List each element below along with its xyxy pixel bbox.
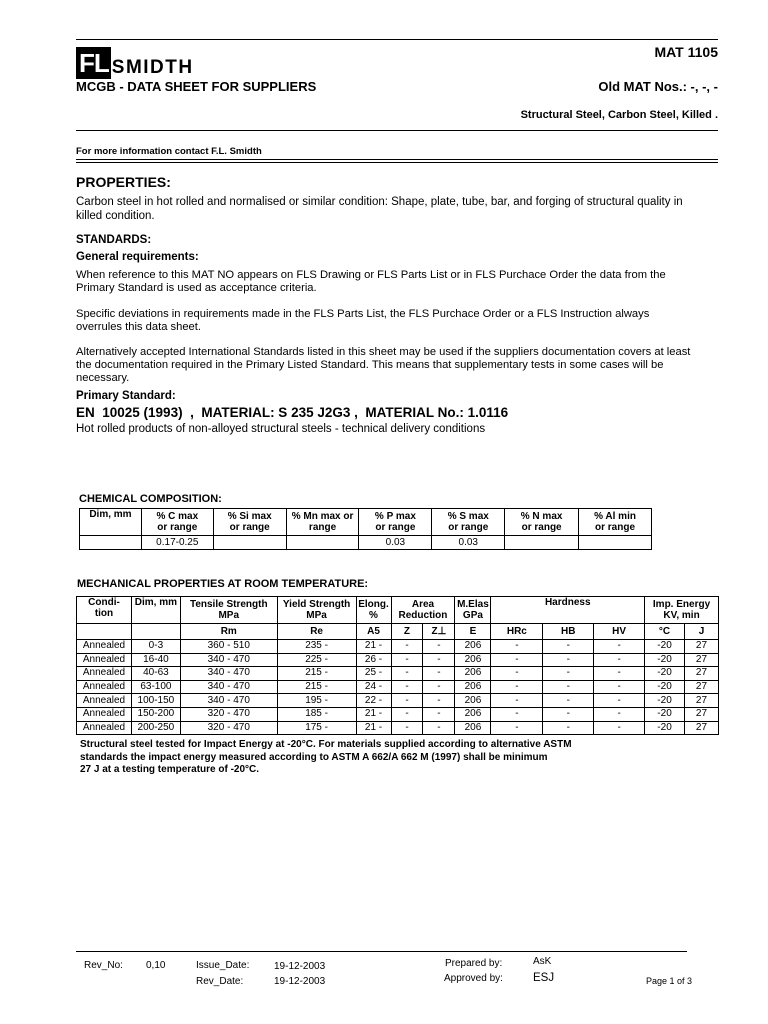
mech-cell: - <box>491 721 543 735</box>
chem-header-c: % C max or range <box>141 509 213 536</box>
approved-by-value: ESJ <box>533 972 555 984</box>
mech-cell: - <box>391 680 423 694</box>
mech-cell: 340 - 470 <box>180 694 277 708</box>
note-line-2: standards the impact energy measured according to ASTM A 662/A 662 M (1997) shall be minimum <box>80 751 548 763</box>
mech-cell: - <box>391 640 423 654</box>
mech-sub-j: J <box>684 624 718 640</box>
mech-cell: - <box>543 667 594 681</box>
logo-rest-text: SMIDTH <box>111 57 194 78</box>
mech-header-hardness: Hardness <box>491 597 645 624</box>
chemical-header-row <box>80 509 652 536</box>
mech-cell: - <box>491 680 543 694</box>
mech-cell: 21 - <box>356 707 391 721</box>
issue-date-value: 19-12-2003 <box>274 961 326 972</box>
mech-cell: - <box>594 653 645 667</box>
chem-cell: 0.03 <box>432 536 505 550</box>
chem-cell <box>579 536 652 550</box>
mech-cell: - <box>543 694 594 708</box>
mech-cell: 206 <box>455 667 491 681</box>
mechanical-table-body <box>77 640 719 735</box>
mech-cell: -20 <box>645 640 685 654</box>
mech-sub-e: E <box>455 624 491 640</box>
approved-by-label: Approved by: <box>444 973 503 984</box>
mech-cell: 320 - 470 <box>180 721 277 735</box>
page-number: Page 1 of 3 <box>646 976 693 986</box>
mech-cell: 206 <box>455 653 491 667</box>
chem-header-al: % Al min or range <box>579 509 652 536</box>
prepared-by-value: AsK <box>533 956 552 967</box>
mech-cell: -20 <box>645 667 685 681</box>
issue-date-label: Issue_Date: <box>196 960 250 971</box>
mat-number: MAT 1105 <box>654 44 718 60</box>
mech-cell: 27 <box>684 707 718 721</box>
mech-cell: 206 <box>455 707 491 721</box>
mech-cell: 150-200 <box>131 707 180 721</box>
mech-header-melas: M.Elas GPa <box>455 597 491 624</box>
mech-header-dim: Dim, mm <box>131 597 180 624</box>
mech-header-yield: Yield Strength MPa <box>277 597 356 624</box>
mech-cell: - <box>594 694 645 708</box>
old-mat-numbers: Old MAT Nos.: -, -, - <box>598 79 718 94</box>
logo-box-text: FL <box>76 47 111 79</box>
chem-header-si: % Si max or range <box>213 509 286 536</box>
properties-text: Carbon steel in hot rolled and normalised or similar condition: Shape, plate, tube, bar, and forging of structural quality in killed condition. <box>76 196 683 222</box>
primary-standard-heading: Primary Standard: <box>76 390 176 402</box>
chem-cell <box>213 536 286 550</box>
mech-cell: 360 - 510 <box>180 640 277 654</box>
mechanical-heading: MECHANICAL PROPERTIES AT ROOM TEMPERATURE: <box>77 578 369 590</box>
mech-subheader-row <box>77 624 719 640</box>
rev-no-label: Rev_No: <box>84 960 123 971</box>
rule-below-contact-1 <box>76 159 718 160</box>
mech-header-tensile: Tensile Strength MPa <box>180 597 277 624</box>
mech-cell: - <box>423 640 455 654</box>
mech-cell: -20 <box>645 680 685 694</box>
chemical-table <box>79 508 652 550</box>
mech-cell: 185 - <box>277 707 356 721</box>
mech-cell: 206 <box>455 640 491 654</box>
mech-cell: 27 <box>684 721 718 735</box>
mech-cell: - <box>423 707 455 721</box>
table-row <box>77 721 719 735</box>
mech-cell: - <box>594 707 645 721</box>
chem-header-mn: % Mn max or range <box>286 509 359 536</box>
mech-cell: 215 - <box>277 680 356 694</box>
mech-cell: -20 <box>645 707 685 721</box>
primary-standard-description: Hot rolled products of non-alloyed structural steels - technical delivery conditions <box>76 423 486 435</box>
chem-header-s: % S max or range <box>432 509 505 536</box>
mech-sub-z-perp: Z⊥ <box>423 624 455 640</box>
mech-cell: 225 - <box>277 653 356 667</box>
mech-cell: - <box>594 680 645 694</box>
contact-note: For more information contact F.L. Smidth <box>76 146 262 157</box>
note-line-1: Structural steel tested for Impact Energy at -20°C. For materials supplied according to alternative ASTM <box>80 739 572 750</box>
mech-cell: - <box>423 721 455 735</box>
chemical-heading: CHEMICAL COMPOSITION: <box>79 493 222 505</box>
mech-sub-blank <box>131 624 180 640</box>
mech-cell: 24 - <box>356 680 391 694</box>
mech-cell: - <box>391 694 423 708</box>
mech-cell: Annealed <box>77 721 132 735</box>
table-row <box>77 653 719 667</box>
mechanical-table <box>76 596 719 735</box>
mech-cell: - <box>391 653 423 667</box>
mech-cell: 27 <box>684 653 718 667</box>
chem-cell: 0.03 <box>359 536 432 550</box>
prepared-by-label: Prepared by: <box>445 958 503 969</box>
general-para-3: Alternatively accepted International Standards listed in this sheet may be used if the suppliers documentation covers at least the documentation required in the Primary Listed Standard. This means that supplementary tests in some cases will be necessary. <box>76 346 691 384</box>
mech-cell: - <box>423 694 455 708</box>
mech-cell: 320 - 470 <box>180 707 277 721</box>
mech-cell: 63-100 <box>131 680 180 694</box>
mech-cell: 27 <box>684 680 718 694</box>
mech-cell: -20 <box>645 653 685 667</box>
table-row <box>77 707 719 721</box>
document-title: MCGB - DATA SHEET FOR SUPPLIERS <box>76 79 317 94</box>
mech-header-impact: Imp. Energy KV, min <box>645 597 719 624</box>
mech-header-condition: Condi- tion <box>77 597 132 624</box>
general-requirements-heading: General requirements: <box>76 251 199 263</box>
mech-cell: 21 - <box>356 640 391 654</box>
chem-cell <box>286 536 359 550</box>
table-row <box>77 667 719 681</box>
impact-energy-note <box>80 739 572 777</box>
mech-cell: - <box>543 707 594 721</box>
mech-cell: - <box>391 721 423 735</box>
mech-cell: 195 - <box>277 694 356 708</box>
rev-date-value: 19-12-2003 <box>274 976 326 987</box>
mech-cell: - <box>491 667 543 681</box>
mech-header-elong: Elong. % <box>356 597 391 624</box>
mech-cell: 0-3 <box>131 640 180 654</box>
table-row <box>80 536 652 550</box>
mech-cell: 235 - <box>277 640 356 654</box>
mech-sub-hv: HV <box>594 624 645 640</box>
table-row <box>77 694 719 708</box>
general-para-2: Specific deviations in requirements made in the FLS Parts List, the FLS Purchace Order or a FLS Instruction always overrules this data sheet. <box>76 308 650 333</box>
top-rule <box>76 39 718 40</box>
mech-cell: 25 - <box>356 667 391 681</box>
mech-cell: Annealed <box>77 707 132 721</box>
mech-cell: 21 - <box>356 721 391 735</box>
mech-sub-temp: °C <box>645 624 685 640</box>
mech-cell: -20 <box>645 694 685 708</box>
mech-cell: - <box>491 694 543 708</box>
mech-sub-re: Re <box>277 624 356 640</box>
mech-cell: 206 <box>455 680 491 694</box>
mech-cell: - <box>423 667 455 681</box>
mech-header-area: Area Reduction <box>391 597 455 624</box>
mech-cell: 27 <box>684 640 718 654</box>
mech-cell: - <box>543 680 594 694</box>
mech-cell: - <box>594 721 645 735</box>
mech-cell: 200-250 <box>131 721 180 735</box>
mech-cell: - <box>543 653 594 667</box>
rev-date-label: Rev_Date: <box>196 976 244 987</box>
properties-heading: PROPERTIES: <box>76 174 171 190</box>
mech-cell: - <box>543 640 594 654</box>
mech-cell: 27 <box>684 694 718 708</box>
mech-cell: - <box>491 653 543 667</box>
mech-cell: Annealed <box>77 640 132 654</box>
mech-cell: -20 <box>645 721 685 735</box>
chem-header-dim: Dim, mm <box>80 509 142 536</box>
mech-cell: 206 <box>455 721 491 735</box>
mech-cell: - <box>491 640 543 654</box>
mech-cell: Annealed <box>77 694 132 708</box>
primary-standard: EN 10025 (1993) , MATERIAL: S 235 J2G3 , MATERIAL No.: 1.0116 <box>76 405 509 420</box>
mech-cell: 206 <box>455 694 491 708</box>
mech-cell: 26 - <box>356 653 391 667</box>
fls-logo <box>76 47 194 79</box>
chem-header-p: % P max or range <box>359 509 432 536</box>
mech-cell: 16-40 <box>131 653 180 667</box>
general-para-1: When reference to this MAT NO appears on FLS Drawing or FLS Parts List or in FLS Purchace Order the data from the Primary Standard is used as acceptance criteria. <box>76 269 666 294</box>
mech-cell: 40-63 <box>131 667 180 681</box>
chem-header-n: % N max or range <box>505 509 579 536</box>
footer-rule <box>76 951 687 952</box>
mech-sub-rm: Rm <box>180 624 277 640</box>
mech-cell: - <box>594 640 645 654</box>
mech-cell: 340 - 470 <box>180 653 277 667</box>
mech-sub-a5: A5 <box>356 624 391 640</box>
table-row <box>77 640 719 654</box>
material-subtitle: Structural Steel, Carbon Steel, Killed . <box>520 109 718 121</box>
mech-cell: Annealed <box>77 680 132 694</box>
mech-cell: 340 - 470 <box>180 680 277 694</box>
standards-heading: STANDARDS: <box>76 234 152 246</box>
mech-cell: - <box>594 667 645 681</box>
mech-cell: - <box>423 653 455 667</box>
mech-header-row-1 <box>77 597 719 624</box>
chem-cell <box>505 536 579 550</box>
mech-sub-hrc: HRc <box>491 624 543 640</box>
rule-below-contact-2 <box>76 162 718 163</box>
mech-sub-hb: HB <box>543 624 594 640</box>
mech-cell: 215 - <box>277 667 356 681</box>
mech-cell: - <box>491 707 543 721</box>
table-row <box>77 680 719 694</box>
chem-cell: 0.17-0.25 <box>141 536 213 550</box>
chem-cell <box>80 536 142 550</box>
mech-cell: 22 - <box>356 694 391 708</box>
mech-cell: Annealed <box>77 653 132 667</box>
mech-sub-blank <box>77 624 132 640</box>
mech-cell: - <box>543 721 594 735</box>
mech-cell: - <box>391 667 423 681</box>
rule-above-contact <box>76 130 718 131</box>
mech-cell: 100-150 <box>131 694 180 708</box>
mech-cell: - <box>391 707 423 721</box>
mech-cell: 27 <box>684 667 718 681</box>
rev-no-value: 0,10 <box>146 960 166 971</box>
mech-sub-z: Z <box>391 624 423 640</box>
mech-cell: 175 - <box>277 721 356 735</box>
mech-cell: 340 - 470 <box>180 667 277 681</box>
mech-cell: - <box>423 680 455 694</box>
mech-cell: Annealed <box>77 667 132 681</box>
note-line-3: 27 J at a testing temperature of -20°C. <box>80 764 260 775</box>
